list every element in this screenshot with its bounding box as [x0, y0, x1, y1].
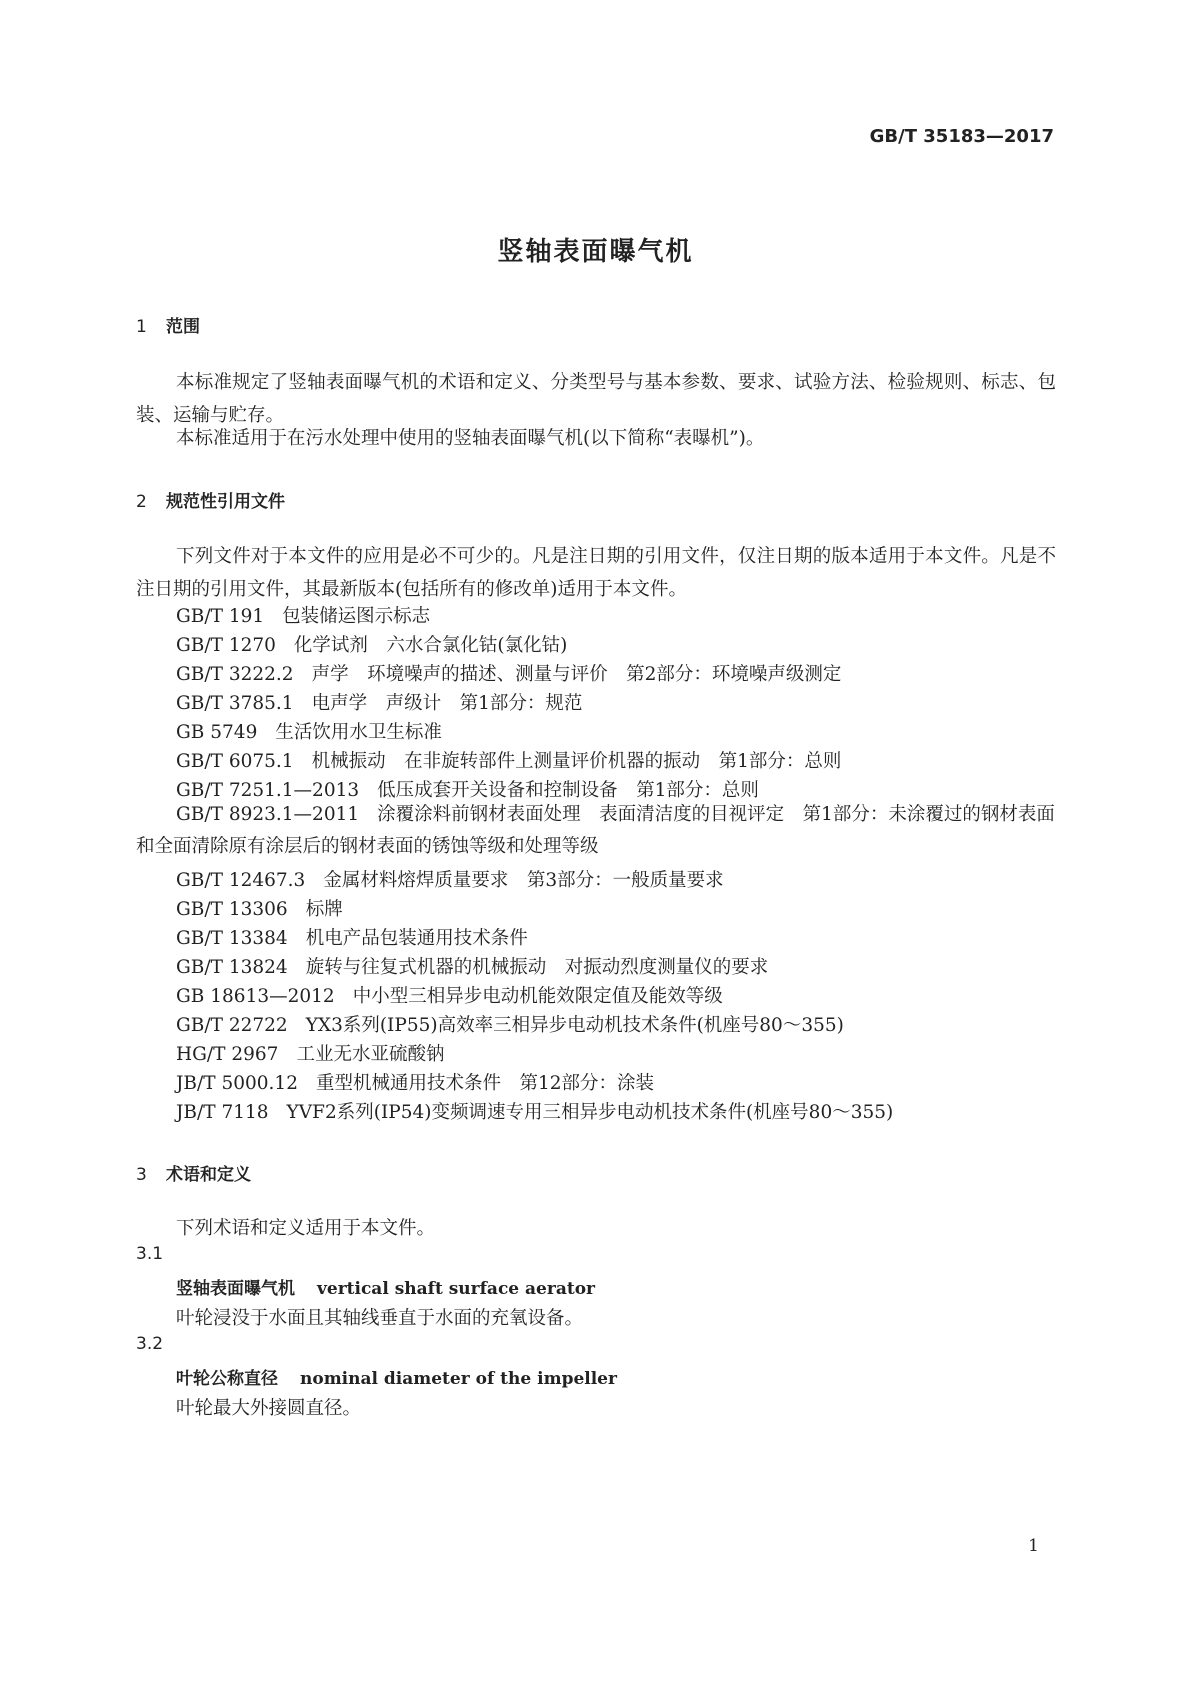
reference-item [176, 866, 724, 892]
reference-item [176, 1011, 844, 1037]
term-heading [176, 1274, 595, 1299]
reference-item [176, 895, 343, 921]
reference-code: GB/T 8923.1—2011 [176, 804, 360, 825]
reference-title: 工业无水亚硫酸钠 [296, 1044, 445, 1065]
reference-code: GB/T 13824 [176, 957, 288, 978]
reference-item [176, 1040, 444, 1066]
section-number: 3 [136, 1165, 147, 1185]
reference-item [176, 953, 768, 979]
page-number: 1 [1028, 1536, 1039, 1556]
section-number: 1 [136, 317, 147, 337]
reference-item [176, 689, 582, 715]
reference-title: YVF2系列(IP54)变频调速专用三相异步电动机技术条件(机座号80～355) [286, 1102, 894, 1123]
paragraph: 下列术语和定义适用于本文件。 [176, 1218, 436, 1239]
paragraph: 下列文件对于本文件的应用是必不可少的。凡是注日期的引用文件，仅注日期的版本适用于本文件。凡是不注日期的引用文件，其最新版本(包括所有的修改单)适用于本文件。 [136, 546, 1056, 600]
reference-item [176, 631, 567, 657]
term-en: nominal diameter of the impeller [300, 1369, 617, 1389]
reference-item [176, 982, 723, 1008]
reference-item [176, 1098, 893, 1124]
reference-code: GB 5749 [176, 722, 258, 743]
term-heading [176, 1364, 617, 1389]
reference-title: 金属材料熔焊质量要求 第3部分：一般质量要求 [323, 870, 724, 891]
section-number: 2 [136, 492, 147, 512]
section-title: 范围 [166, 317, 200, 337]
paragraph: 本标准适用于在污水处理中使用的竖轴表面曝气机(以下简称“表曝机”)。 [176, 428, 765, 449]
reference-item [176, 602, 430, 628]
reference-code: GB/T 7251.1—2013 [176, 780, 360, 801]
term-definition: 叶轮最大外接圆直径。 [176, 1398, 362, 1419]
reference-item [176, 660, 841, 686]
standard-number: GB/T 35183—2017 [869, 126, 1054, 147]
reference-title: 电声学 声级计 第1部分：规范 [311, 693, 583, 714]
reference-item [176, 1069, 654, 1095]
reference-code: GB/T 3785.1 [176, 693, 294, 714]
reference-item [176, 747, 841, 773]
reference-code: GB/T 22722 [176, 1015, 288, 1036]
reference-code: GB/T 6075.1 [176, 751, 294, 772]
term-number: 3.1 [136, 1244, 164, 1264]
section-3-heading [136, 1160, 251, 1185]
page-title: 竖轴表面曝气机 [497, 237, 694, 267]
reference-title: 低压成套开关设备和控制设备 第1部分：总则 [377, 780, 759, 801]
reference-item [176, 924, 528, 950]
term-definition: 叶轮浸没于水面且其轴线垂直于水面的充氧设备。 [176, 1308, 584, 1329]
reference-title: 声学 环境噪声的描述、测量与评价 第2部分：环境噪声级测定 [311, 664, 842, 685]
reference-code: GB/T 13306 [176, 899, 288, 920]
reference-title: 生活饮用水卫生标准 [275, 722, 442, 743]
reference-title: 标牌 [305, 899, 343, 920]
term-number: 3.2 [136, 1334, 164, 1354]
reference-title: 包装储运图示标志 [282, 606, 431, 627]
section-title: 术语和定义 [166, 1165, 251, 1185]
reference-code: GB/T 191 [176, 606, 265, 627]
section-1-heading [136, 312, 200, 337]
reference-title: 机械振动 在非旋转部件上测量评价机器的振动 第1部分：总则 [311, 751, 842, 772]
reference-code: JB/T 7118 [176, 1102, 269, 1123]
term-en: vertical shaft surface aerator [317, 1279, 595, 1299]
reference-item [136, 799, 1056, 863]
reference-code: JB/T 5000.12 [176, 1073, 298, 1094]
reference-code: GB/T 13384 [176, 928, 288, 949]
reference-title: 化学试剂 六水合氯化钴(氯化钴) [293, 635, 568, 656]
reference-title: 机电产品包装通用技术条件 [305, 928, 528, 949]
reference-title: 涂覆涂料前钢材表面处理 表面清洁度的目视评定 第1部分：未涂覆过的钢材表面和全面清除原有涂层后的钢材表面的锈蚀等级和处理等级 [136, 804, 1055, 857]
paragraph: 本标准规定了竖轴表面曝气机的术语和定义、分类型号与基本参数、要求、试验方法、检验规则、标志、包装、运输与贮存。 [136, 372, 1056, 426]
reference-code: HG/T 2967 [176, 1044, 279, 1065]
reference-title: 中小型三相异步电动机能效限定值及能效等级 [352, 986, 723, 1007]
reference-title: 旋转与往复式机器的机械振动 对振动烈度测量仪的要求 [305, 957, 769, 978]
reference-code: GB/T 1270 [176, 635, 276, 656]
reference-title: YX3系列(IP55)高效率三相异步电动机技术条件(机座号80～355) [305, 1015, 844, 1036]
reference-title: 重型机械通用技术条件 第12部分：涂装 [315, 1073, 655, 1094]
reference-code: GB/T 3222.2 [176, 664, 294, 685]
reference-code: GB 18613—2012 [176, 986, 335, 1007]
reference-code: GB/T 12467.3 [176, 870, 306, 891]
reference-item [176, 718, 442, 744]
section-title: 规范性引用文件 [166, 492, 285, 512]
term-zh: 竖轴表面曝气机 [176, 1279, 295, 1299]
section-2-heading [136, 487, 285, 512]
term-zh: 叶轮公称直径 [176, 1369, 278, 1389]
